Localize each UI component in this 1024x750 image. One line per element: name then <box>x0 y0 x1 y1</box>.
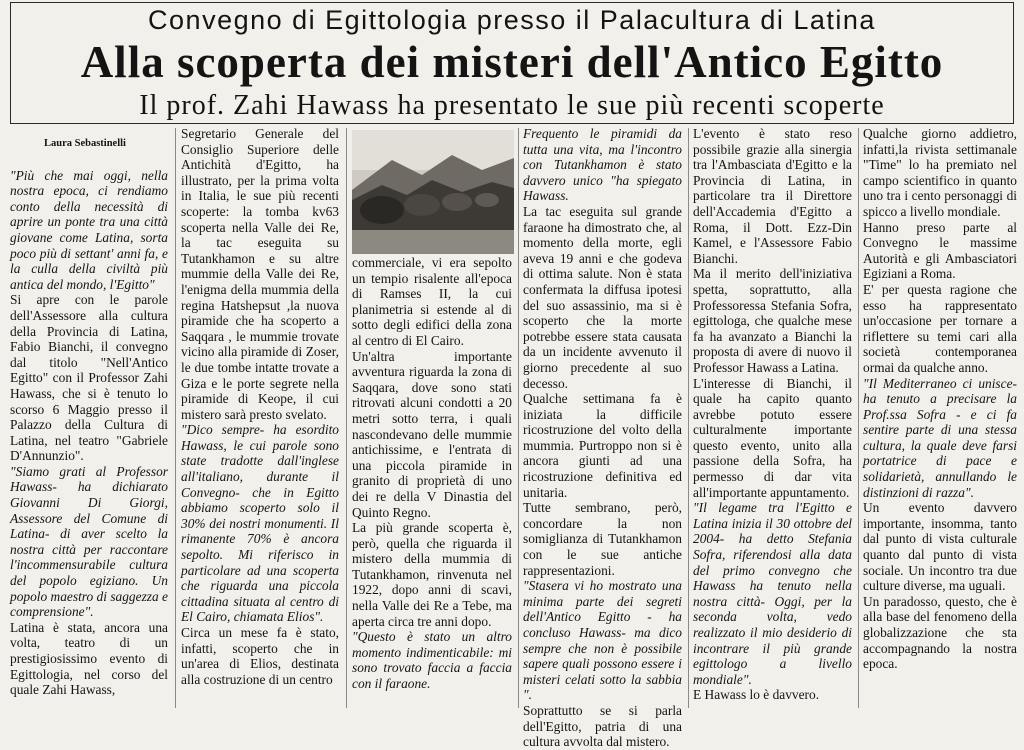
paragraph: E' per questa ragione che esso ha rappresentato un'occasione per tornare a riflettere su temi cari alla società contemporanea ormai da qualche anno. <box>863 281 1017 375</box>
paragraph: Circa un mese fa è stato, infatti, scoperto che in un'area di Elios, destinata alla costruzione di un centro <box>181 625 339 687</box>
paragraph: "Siamo grati al Professor Hawass- ha dichiarato Giovanni Di Giorgi, Assessore del Comune di Latina- di aver scelto la nostra città per raccontare l'incommensurabile cultura del popolo egiziano. Un popolo maestro di saggezza e comprensione". <box>10 463 168 620</box>
paragraph: Un evento davvero importante, insomma, tanto dal punto di vista culturale quanto dal punto di vista sociale. Un incontro tra due culture diverse, ma uguali. <box>863 500 1017 594</box>
paragraph: Si apre con le parole dell'Assessore alla cultura della Provincia di Latina, Fabio Bianchi, il convegno dal titolo "Nell'Antico Egitto" con il Professor Zahi Hawass, che si è tenuto lo scorso 6 Maggio presso il Palazzo della Cultura di Latina, nel teatro "Gabriele D'Annunzio". <box>10 292 168 464</box>
column-6 <box>863 126 1017 711</box>
paragraph: L'evento è stato reso possibile grazie alla sinergia tra l'Ambasciata d'Egitto e la Provincia di Latina, in particolare tra il Direttore dell'Accademia d'Egitto a Roma, il Dott. Ezz-Din Kamel, e l'Assessore Fabio Bianchi. <box>693 126 852 266</box>
column-rule <box>175 128 176 708</box>
paragraph: E Hawass lo è davvero. <box>693 687 820 703</box>
paragraph: Soprattutto se si parla dell'Egitto, patria di una cultura avvolta dal mistero. <box>523 702 682 750</box>
column-rule <box>346 128 347 708</box>
paragraph: "Più che mai oggi, nella nostra epoca, ci rendiamo conto della necessità di aprire un ponte tra una città giovane come Latina, sorta poco più di settant' anni fa, e la culla della civiltà più antica del mondo, l'Egitto" <box>10 167 168 292</box>
sub-headline: Il prof. Zahi Hawass ha presentato le sue più recenti scoperte <box>139 90 885 121</box>
paragraph: Tutte sembrano, però, concordare la non somiglianza di Tutankhamon con le sue antiche rappresentazioni. <box>523 500 682 578</box>
paragraph: Qualche giorno addietro, infatti,la rivista settimanale "Time" lo ha premiato nel campo scientifico in quanto uno tra i cento personaggi di spicco a livello mondiale. <box>863 126 1017 219</box>
paragraph: commerciale, vi era sepolto un tempio risalente all'epoca di Ramses II, la cui planimetria si estende al di sotto degli edifici della zona al centro di El Cairo. <box>352 255 512 348</box>
column-5 <box>693 126 852 711</box>
paragraph: Frequento le piramidi da tutta una vita, ma l'incontro con Tutankhamon è stato davvero unico "ha spiegato Hawass. <box>523 126 682 204</box>
paragraph: Ma il merito dell'iniziativa spetta, soprattutto, alla Professoressa Stefania Sofra, egittologa, che qualche mese fa ha avanzato a Bianchi la proposta di avere di nuovo il Professor Hawass a Latina. <box>693 266 852 375</box>
paragraph: L'interesse di Bianchi, il quale ha capito quanto avrebbe potuto essere culturalmente importante questo evento, unito alla passione della Sofra, ha permesso di dar vita all'importante appuntamento. <box>693 375 852 500</box>
column-rule <box>518 128 519 708</box>
paragraph: Un'altra importante avventura riguarda la zona di Saqqara, dove sono stati ritrovati alcuni condotti a 20 metri sotto terra, i quali nascondevano delle mummie antichissime, e l'entrata di una piccola piramide in granito di proprietà di uno dei re della V Dinastia del Quinto Regno. <box>352 348 512 520</box>
paragraph: Segretario Generale del Consiglio Superiore delle Antichità d'Egitto, ha illustrato, per la prima volta in Italia, le sue più recenti scoperte: la tomba kv63 scoperta nella Valle dei Re, la tac eseguita su Tutankhamon e su altre mummie della Valle dei Re, l'enigma della mummia della regina Hatshepsut ,la nuova piramide che ha scoperto a Saqqara , le mummie trovate vicino alla piramide di Zoser, le due tombe intatte trovate a Giza e le porte segrete nella piramide di Keope, il cui mistero sarà presto svelato. <box>181 126 339 422</box>
paragraph: "Il Mediterraneo ci unisce- ha tenuto a precisare la Prof.ssa Sofra - e ci fa sentire parte di una stessa cultura, la quale deve farsi portatrice di pace e solidarietà, annullando le distinzioni di razza". <box>863 375 1017 500</box>
paragraph: Hanno preso parte al Convegno le massime Autorità e gli Ambasciatori Egiziani a Roma. <box>863 219 1017 282</box>
headline-box <box>10 2 1014 124</box>
paragraph: Qualche settimana fa è iniziata la difficile ricostruzione del volto della mummia. Purtroppo non si è ancora giunti ad una ricostruzione definitiva ed unitaria. <box>523 391 682 500</box>
paragraph: "Stasera vi ho mostrato una minima parte dei segreti dell'Antico Egitto - ha concluso Hawass- ma dico sempre che non è possibile sapere quali possono essere i misteri celati sotto la sabbia ". <box>523 578 682 703</box>
paragraph: "Questo è stato un altro momento indimenticabile: mi sono trovato faccia a faccia con il faraone. <box>352 629 512 692</box>
paragraph: "Il legame tra l'Egitto e Latina inizia il 30 ottobre del 2004- ha detto Stefania Sofra, riferendosi alla data del primo convegno che Hawass ha tenuto nella nostra città- Oggi, per la seconda volta, vedo realizzato il mio desiderio di incontrare il più grande egittologo a livello mondiale". <box>693 500 852 687</box>
main-headline: Alla scoperta dei misteri dell'Antico Egitto <box>80 37 944 87</box>
paragraph: La più grande scoperta è, però, quella che riguarda il mistero della mummia di Tutankhamon, rinvenuta nel 1922, dopo anni di scavi, nella Valle dei Re a Tebe, ma aperta circa tre anni dopo. <box>352 520 512 629</box>
paragraph: La tac eseguita sul grande faraone ha dimostrato che, al momento della morte, egli aveva 19 anni e che godeva di ottima salute. Non è stata confermata la diffusa ipotesi del suo assassinio, ma si è scoperto che la morte potrebbe essere stata causata da un incidente avvenuto il giorno precedente al suo decesso. <box>523 203 682 391</box>
column-2 <box>181 126 339 711</box>
paragraph: "Dico sempre- ha esordito Hawass, le cui parole sono state tradotte dall'inglese all'italiano, durante il Convegno- che in Egitto abbiamo scoperto solo il 30% dei nostri monumenti. Il rimanente 70% è ancora sepolto. Mi riferisco in particolare ad una scoperta che riguarda una piccola cittadina situata al centro di El Cairo, chiamata Elios". <box>181 422 339 625</box>
paragraph: Latina è stata, ancora una volta, teatro di un prestigiosissimo evento di Egittologia, nel corso del quale Zahi Hawass, <box>10 619 168 698</box>
sphinx-avenue-photo <box>352 130 514 254</box>
column-3 <box>352 255 512 711</box>
paragraph: Un paradosso, questo, che è alla base del fenomeno della globalizzazione che sta accompagnando la nostra epoca. <box>863 593 1017 672</box>
kicker-headline: Convegno di Egittologia presso il Palacultura di Latina <box>148 5 876 35</box>
byline: Laura Sebastinelli <box>44 138 126 149</box>
column-4 <box>523 126 682 750</box>
column-1 <box>10 126 168 711</box>
column-rule <box>688 128 689 708</box>
photo-image <box>352 130 514 254</box>
column-rule <box>858 128 859 708</box>
